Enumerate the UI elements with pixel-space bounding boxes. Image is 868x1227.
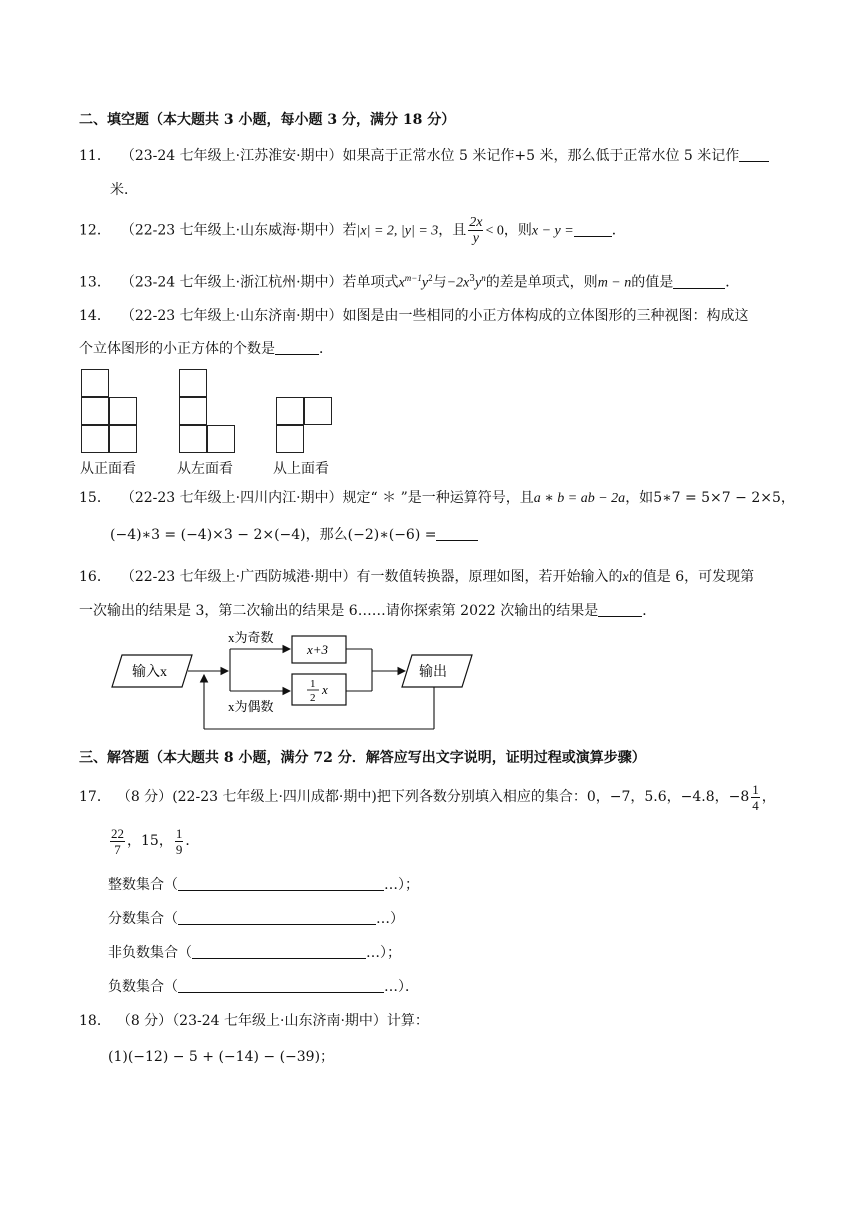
set-label: 负数集合（	[108, 979, 178, 995]
question-17-line-1	[79, 780, 776, 814]
mixed-number-fraction	[751, 782, 760, 813]
even-op-variable: x	[322, 682, 328, 697]
question-text: ，则	[503, 222, 532, 239]
nonnegative-set-line	[108, 943, 401, 963]
exponent: n	[481, 273, 486, 283]
example-expression: 5∗7 = 5×7 − 2×5	[653, 490, 781, 506]
question-15-line-1	[79, 488, 795, 509]
answer-blank[interactable]	[436, 526, 478, 541]
question-16-line-2	[79, 601, 656, 621]
inequality: < 0	[485, 223, 504, 239]
fraction-numerator: 2x	[469, 215, 483, 230]
set-label: 整数集合（	[108, 877, 178, 893]
negative-set-line	[108, 977, 419, 997]
view-square	[81, 397, 109, 425]
output-label: 输出	[419, 665, 447, 680]
nonnegative-set-blank[interactable]	[192, 944, 366, 959]
view-square	[276, 425, 304, 453]
monomial-2-y: y	[474, 275, 482, 291]
input-label: 输入x	[132, 665, 167, 680]
question-source: （23-24 七年级上·山东济南·期中）	[172, 1013, 387, 1029]
question-number: 17．	[79, 789, 111, 805]
question-13	[79, 268, 739, 294]
question-expression: (−2)∗(−6) =	[347, 527, 437, 543]
period: ．	[611, 222, 626, 239]
fraction-denominator: 4	[752, 797, 759, 813]
view-square	[179, 425, 207, 453]
monomial-1-y: y	[421, 275, 429, 291]
variable: x	[622, 570, 629, 585]
fraction-22-7	[110, 826, 125, 857]
question-source: （23-24 七年级上·浙江杭州·期中）	[120, 274, 343, 291]
question-number: 15．	[79, 490, 111, 506]
question-source: (22-23 七年级上·四川成都·期中)	[172, 789, 377, 805]
view-square	[179, 369, 207, 397]
question-text: 若	[342, 222, 357, 239]
question-text: 规定“ ＊ ”是一种运算符号，且	[342, 490, 534, 506]
question-text: ，15，	[127, 833, 173, 849]
math-condition: |x| = 2, |y| = 3	[356, 223, 439, 239]
number-converter-diagram	[100, 625, 480, 735]
question-source: （22-23 七年级上·四川内江·期中）	[120, 490, 343, 506]
question-18-part-1: (1)(−12) − 5 + (−14) − (−39)；	[108, 1049, 335, 1065]
fraction-set-blank[interactable]	[178, 910, 376, 925]
question-text: 的值是	[631, 274, 674, 291]
mixed-number-whole: −8	[728, 789, 750, 805]
fraction	[468, 215, 483, 246]
question-12	[79, 215, 626, 247]
view-square	[207, 425, 235, 453]
question-source: （23-24 七年级上·江苏淮安·期中）	[120, 148, 343, 164]
left-view-caption: 从左面看	[177, 461, 233, 477]
question-text: 一次输出的结果是 3，第二次输出的结果是 6……请你探索第 2022 次输出的结果是	[79, 603, 599, 619]
answer-blank[interactable]	[275, 340, 319, 355]
example-expression: (−4)∗3 = (−4)×3 − 2×(−4)	[110, 527, 306, 543]
period: ．	[725, 274, 740, 291]
section-2-title: 二、填空题（本大题共 3 小题，每小题 3 分，满分 18 分）	[79, 112, 456, 128]
fraction-1-9	[175, 826, 184, 857]
even-operation-box	[292, 674, 346, 705]
answer-blank[interactable]	[598, 602, 642, 617]
question-11-line-2: 米．	[110, 182, 138, 198]
period: ．	[319, 341, 333, 357]
odd-operation-text: x+3	[307, 642, 329, 657]
question-number: 14．	[79, 308, 111, 324]
view-square	[109, 397, 137, 425]
monomial-2: −2x	[446, 275, 470, 291]
fraction-numerator: 22	[111, 825, 124, 841]
question-score: （8 分）	[116, 789, 173, 805]
question-17-line-2	[108, 824, 199, 858]
answer-blank[interactable]	[739, 147, 769, 162]
fraction-numerator: 1	[175, 825, 183, 841]
fraction-denominator: 9	[175, 841, 183, 857]
negative-set-blank[interactable]	[178, 978, 384, 993]
math-expression: x − y =	[531, 223, 574, 239]
view-square	[179, 397, 207, 425]
integer-set-line	[108, 875, 419, 895]
even-op-numerator: 1	[310, 678, 316, 690]
set-tail: …）．	[384, 979, 419, 995]
set-tail: …）；	[384, 877, 419, 893]
view-square	[276, 397, 304, 425]
question-text: 计算：	[386, 1013, 429, 1029]
math-expression: m − n	[597, 275, 632, 291]
question-number: 12．	[79, 222, 111, 239]
question-source: （22-23 七年级上·山东济南·期中）	[120, 308, 343, 324]
view-square	[81, 425, 109, 453]
odd-condition-label: x为奇数	[228, 630, 274, 645]
set-label: 非负数集合（	[108, 945, 192, 961]
fraction-set-line	[108, 909, 404, 929]
period: ．	[185, 833, 200, 849]
fraction-denominator: y	[472, 231, 479, 246]
view-square	[81, 369, 109, 397]
question-text: ，那么	[305, 527, 348, 543]
question-18	[79, 1011, 429, 1031]
question-text: 与	[432, 274, 447, 291]
operation-definition: a ∗ b = ab − 2a	[533, 491, 626, 506]
question-number: 16．	[79, 569, 111, 585]
question-number: 11．	[79, 148, 111, 164]
question-text: ，如	[625, 490, 654, 506]
question-source: （22-23 七年级上·广西防城港·期中）	[120, 569, 357, 585]
question-14-line-1	[79, 306, 749, 326]
even-op-denominator: 2	[310, 692, 316, 704]
question-number: 18．	[79, 1013, 111, 1029]
set-label: 分数集合（	[108, 911, 178, 927]
fraction-numerator: 1	[752, 781, 759, 797]
question-14-line-2	[79, 339, 333, 359]
question-text: 把下列各数分别填入相应的集合：0，−7，5.6，−4.8，	[376, 789, 729, 805]
view-square	[304, 397, 332, 425]
question-text: 个立体图形的小正方体的个数是	[79, 341, 275, 357]
top-view-caption: 从上面看	[273, 461, 329, 477]
exponent: 2	[428, 273, 433, 283]
period: ．	[642, 603, 657, 619]
question-text: 的值是 6，可发现第	[628, 569, 755, 585]
question-text: 若单项式	[342, 274, 399, 291]
question-source: （22-23 七年级上·山东威海·期中）	[120, 222, 343, 239]
question-score: （8 分）	[116, 1013, 173, 1029]
question-11-line-1	[79, 146, 769, 166]
front-view-caption: 从正面看	[80, 461, 136, 477]
question-text: 如图是由一些相同的小正方体构成的立体图形的三种视图：构成这	[342, 308, 749, 324]
question-text: ，且	[438, 222, 467, 239]
set-tail: …）；	[366, 945, 401, 961]
fraction-denominator: 7	[114, 841, 121, 857]
section-3-title: 三、解答题（本大题共 8 小题，满分 72 分．解答应写出文字说明，证明过程或演算步骤）	[79, 750, 646, 766]
comma: ，	[761, 789, 776, 805]
question-text: 如果高于正常水位 5 米记作+5 米，那么低于正常水位 5 米记作	[342, 148, 740, 164]
question-15-line-2	[110, 525, 478, 545]
comma: ，	[780, 490, 795, 506]
integer-set-blank[interactable]	[178, 876, 384, 891]
exponent: m−1	[404, 273, 422, 283]
exponent: 3	[469, 274, 475, 284]
answer-blank[interactable]	[574, 222, 612, 237]
question-number: 13．	[79, 274, 111, 291]
view-square	[109, 425, 137, 453]
even-condition-label: x为偶数	[228, 699, 274, 714]
set-tail: …）	[376, 911, 404, 927]
question-text: 有一数值转换器，原理如图，若开始输入的	[356, 569, 623, 585]
question-16-line-1	[79, 567, 754, 588]
monomial-1: x	[398, 275, 405, 291]
answer-blank[interactable]	[673, 274, 725, 289]
question-text: 的差是单项式，则	[485, 274, 598, 291]
